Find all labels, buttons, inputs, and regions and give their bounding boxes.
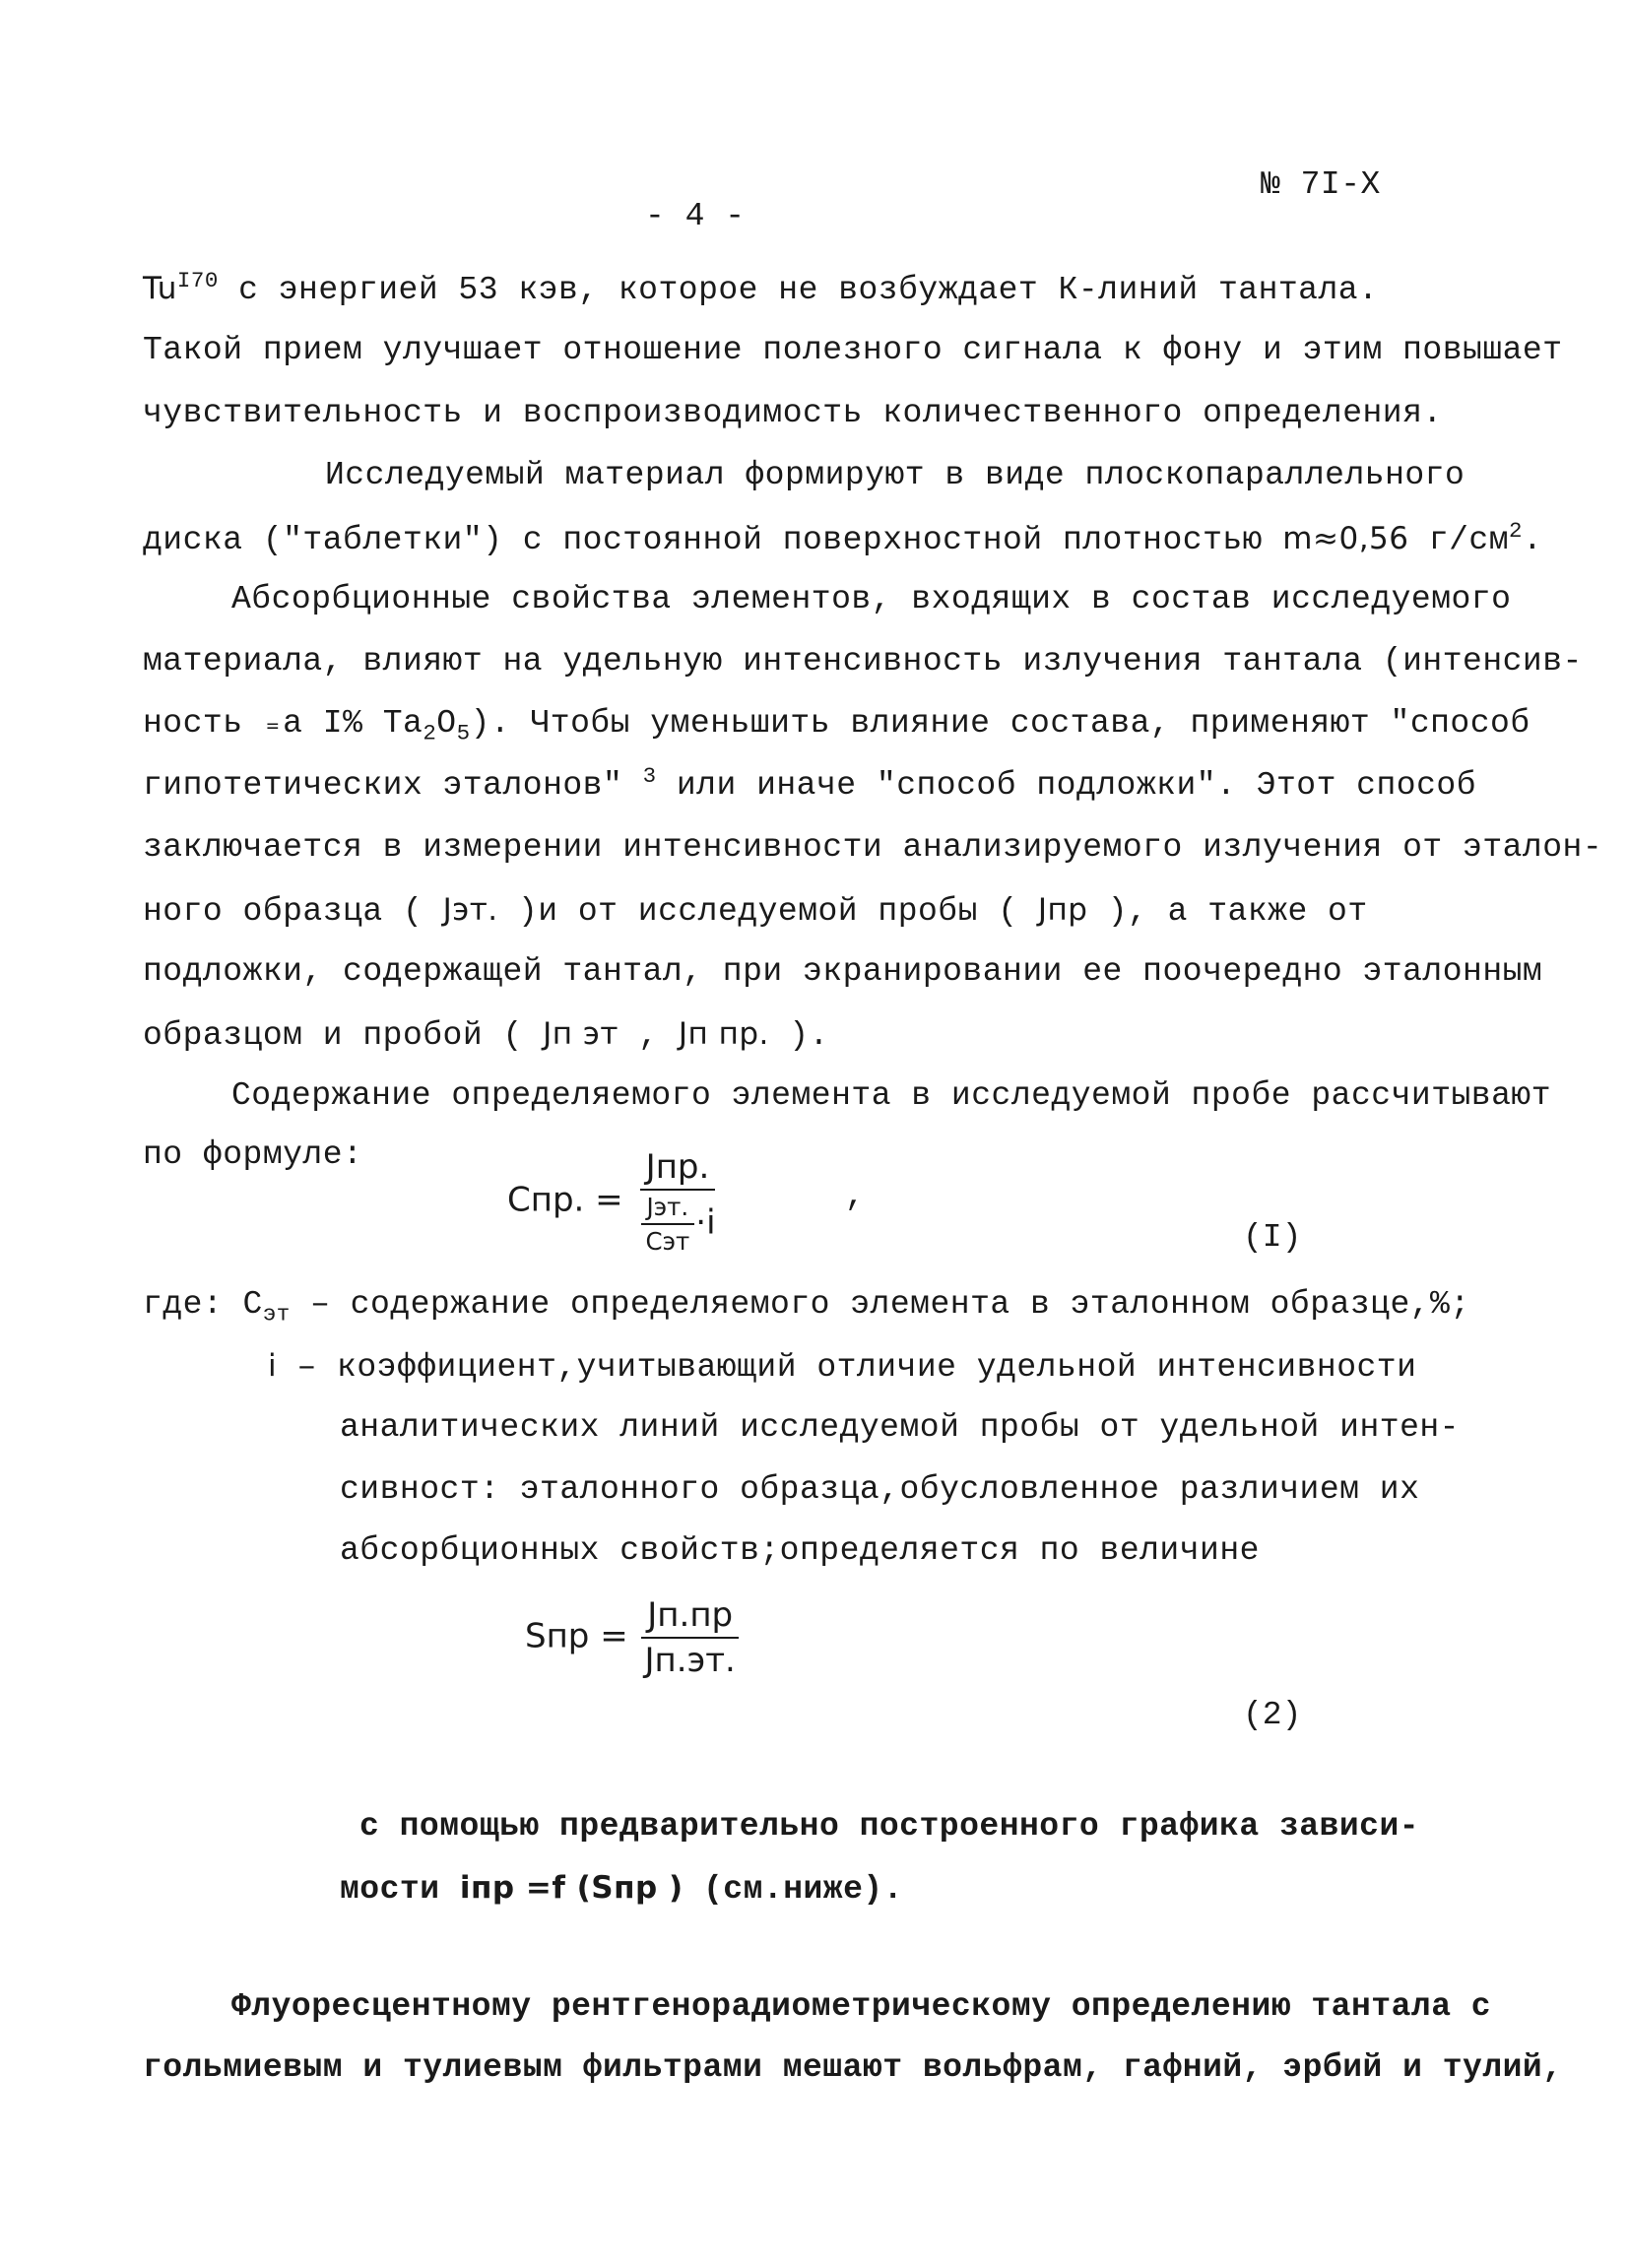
formula2-lhs: Sпр [525, 1616, 590, 1656]
para6-line2: гольмиевым и тулиевым фильтрами мешают вольфрам, гафний, эрбий и тулий, [143, 2049, 1563, 2086]
page-number: - 4 - [645, 198, 746, 234]
para3-line4: гипотетических эталонов" $^3$ или иначе "способ подложки". Этот способ [143, 763, 1476, 804]
formula1-fraction [633, 1147, 721, 1256]
formula1-comma: , [845, 1178, 866, 1214]
surface-density-value: m≈0,56 [1282, 521, 1409, 556]
para1-line3: чувствительность и воспроизводимость количественного определения. [143, 395, 1443, 431]
para3-line5: заключается в измерении интенсивности анализируемого излучения от эталон- [143, 829, 1603, 866]
para3-line3: ность ₌а I% $Ta_2O_5$). Чтобы уменьшить влияние состава, применяют "способ [143, 705, 1530, 746]
para5-line2: мости iпр =f (Sпр ) (см.ниже). [340, 1870, 904, 1908]
para3-line1: Абсорбционные свойства элементов, входящих в состав исследуемого [231, 581, 1512, 617]
para1-line2: Такой прием улучшает отношение полезного сигнала к фону и этим повышает [143, 332, 1563, 368]
formula2-denominator: Jп.эт. [644, 1641, 736, 1680]
para2-line2: диска ("таблетки") с постоянной поверхностной плотностью m≈0,56 $г/см^2$. [143, 518, 1543, 558]
formula1-lhs: Cпр. [507, 1180, 585, 1220]
formula2-fraction [639, 1595, 742, 1680]
where-line1: где: $C_{эт}$ – содержание определяемого элемента в эталонном образце,%; [143, 1286, 1470, 1328]
document-number: № 7I-X [1261, 166, 1381, 203]
reference-marker: 3 [642, 763, 657, 789]
formula-1: Cпр. = Jпр. $\frac{\text{Jэт.}}{\text{Cэт}}$ ·i [507, 1147, 722, 1256]
intensity-substrate-standard: Jп эт [543, 1016, 619, 1052]
para2-line1: Исследуемый материал формируют в виде плоскопараллельного [325, 457, 1465, 493]
para4-line1: Содержание определяемого элемента в исследуемой пробе рассчитывают [231, 1077, 1552, 1114]
formula-2: Sпр = $\frac{Jп.пр}{Jп.эт.}$ [525, 1595, 742, 1680]
equation-number-2: (2) [1243, 1697, 1302, 1733]
para3-line7: подложки, содержащей тантал, при экранировании ее поочередно эталонным [143, 953, 1543, 990]
formula1-denominator: $\frac{\text{Jэт.}}{\text{Cэт}}$ ·i [633, 1191, 721, 1256]
thulium-symbol: Tu [143, 271, 177, 306]
where-line3: аналитических линий исследуемой пробы от удельной интен- [340, 1409, 1460, 1446]
formula1-numerator: Jпр. [640, 1147, 716, 1191]
intensity-sample: Jпр [1037, 892, 1088, 928]
para4-line2: по формуле: [143, 1136, 363, 1173]
para3-line8: образцом и пробой ( Jп эт , Jп пр. ). [143, 1016, 829, 1054]
where-line2: i – коэффициент,учитывающий отличие удельной интенсивности [268, 1348, 1417, 1386]
para1-line1: $Tu^{I70}$ с энергией 53 кэв, которое не возбуждает К-линий тантала. [143, 268, 1379, 308]
formula2-numerator: Jп.пр [641, 1595, 739, 1639]
dependence-function: iпр =f (Sпр ) [459, 1870, 684, 1906]
intensity-standard: Jэт. [442, 892, 498, 928]
intensity-substrate-sample: Jп пр. [678, 1016, 769, 1052]
equation-number-1: (I) [1243, 1219, 1302, 1256]
where-line4: сивност: эталонного образца,обусловленное различием их [340, 1471, 1420, 1508]
thulium-isotope: I70 [176, 268, 219, 293]
para3-line6: ного образца ( Jэт. )и от исследуемой пробы ( Jпр ), а также от [143, 892, 1368, 930]
para3-line2: материала, влияют на удельную интенсивность излучения тантала (интенсив- [143, 643, 1583, 680]
coefficient-symbol: i [268, 1348, 278, 1384]
para6-line1: Флуоресцентному рентгенорадиометрическому определению тантала с [231, 1988, 1492, 2025]
where-line5: абсорбционных свойств;определяется по величине [340, 1532, 1260, 1569]
para5-line1: с помощью предварительно построенного графика зависи- [359, 1808, 1420, 1845]
